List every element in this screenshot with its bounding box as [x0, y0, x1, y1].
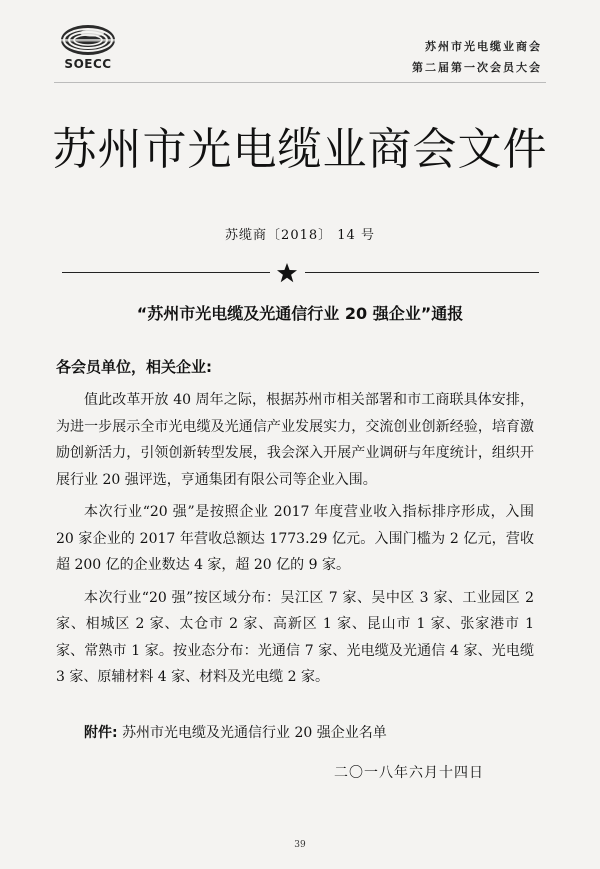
salutation: 各会员单位，相关企业:: [56, 358, 212, 376]
separator-right: [305, 272, 539, 273]
org-line-2: 第二届第一次会员大会: [412, 61, 542, 74]
organization-header: [412, 36, 542, 78]
header-divider: [54, 82, 546, 83]
notice-title: “苏州市光电缆及光通信行业 20 强企业”通报: [136, 304, 464, 323]
document-number: 苏缆商〔2018〕 14 号: [225, 228, 375, 243]
body-text: [56, 387, 534, 697]
issue-date: 二〇一八年六月十四日: [334, 765, 484, 781]
logo-text: SOECC: [64, 57, 112, 71]
org-line-1: 苏州市光电缆业商会: [425, 40, 542, 53]
paragraph: 本次行业“20 强”按区域分布：吴江区 7 家、吴中区 3 家、工业园区 2 家、相城区 2 家、太仓市 2 家、高新区 1 家、昆山市 1 家、张家港市 1 家、常熟市 1 家。按业态分布：光通信 7 家、光电缆及光通信 4 家、光电缆 3 家、原辅材料 4 家、材料及光电缆 2 家。: [56, 589, 534, 685]
attachment-text: 苏州市光电缆及光通信行业 20 强企业名单: [122, 725, 387, 741]
paragraph: 值此改革开放 40 周年之际，根据苏州市相关部署和市工商联具体安排，为进一步展示全市光电缆及光通信产业发展实力，交流创业创新经验，培育激励创新活力，引领创新转型发展，我会深入开展产业调研与年度统计，组织开展行业 20 强评选，亨通集团有限公司等企业入围。: [56, 392, 534, 488]
document-title: 苏州市光电缆业商会文件: [52, 124, 548, 175]
separator-left: [62, 272, 270, 273]
attachment-line: [84, 720, 387, 746]
attachment-label: 附件:: [84, 725, 118, 741]
paragraph: 本次行业“20 强”是按照企业 2017 年度营业收入指标排序形成，入围 20 家企业的 2017 年营收总额达 1773.29 亿元。入围门槛为 2 亿元，营收超 200 亿的企业数达 4 家，超 20 亿的 9 家。: [56, 504, 534, 573]
page-number: 39: [294, 840, 306, 850]
star-icon: [276, 262, 298, 284]
